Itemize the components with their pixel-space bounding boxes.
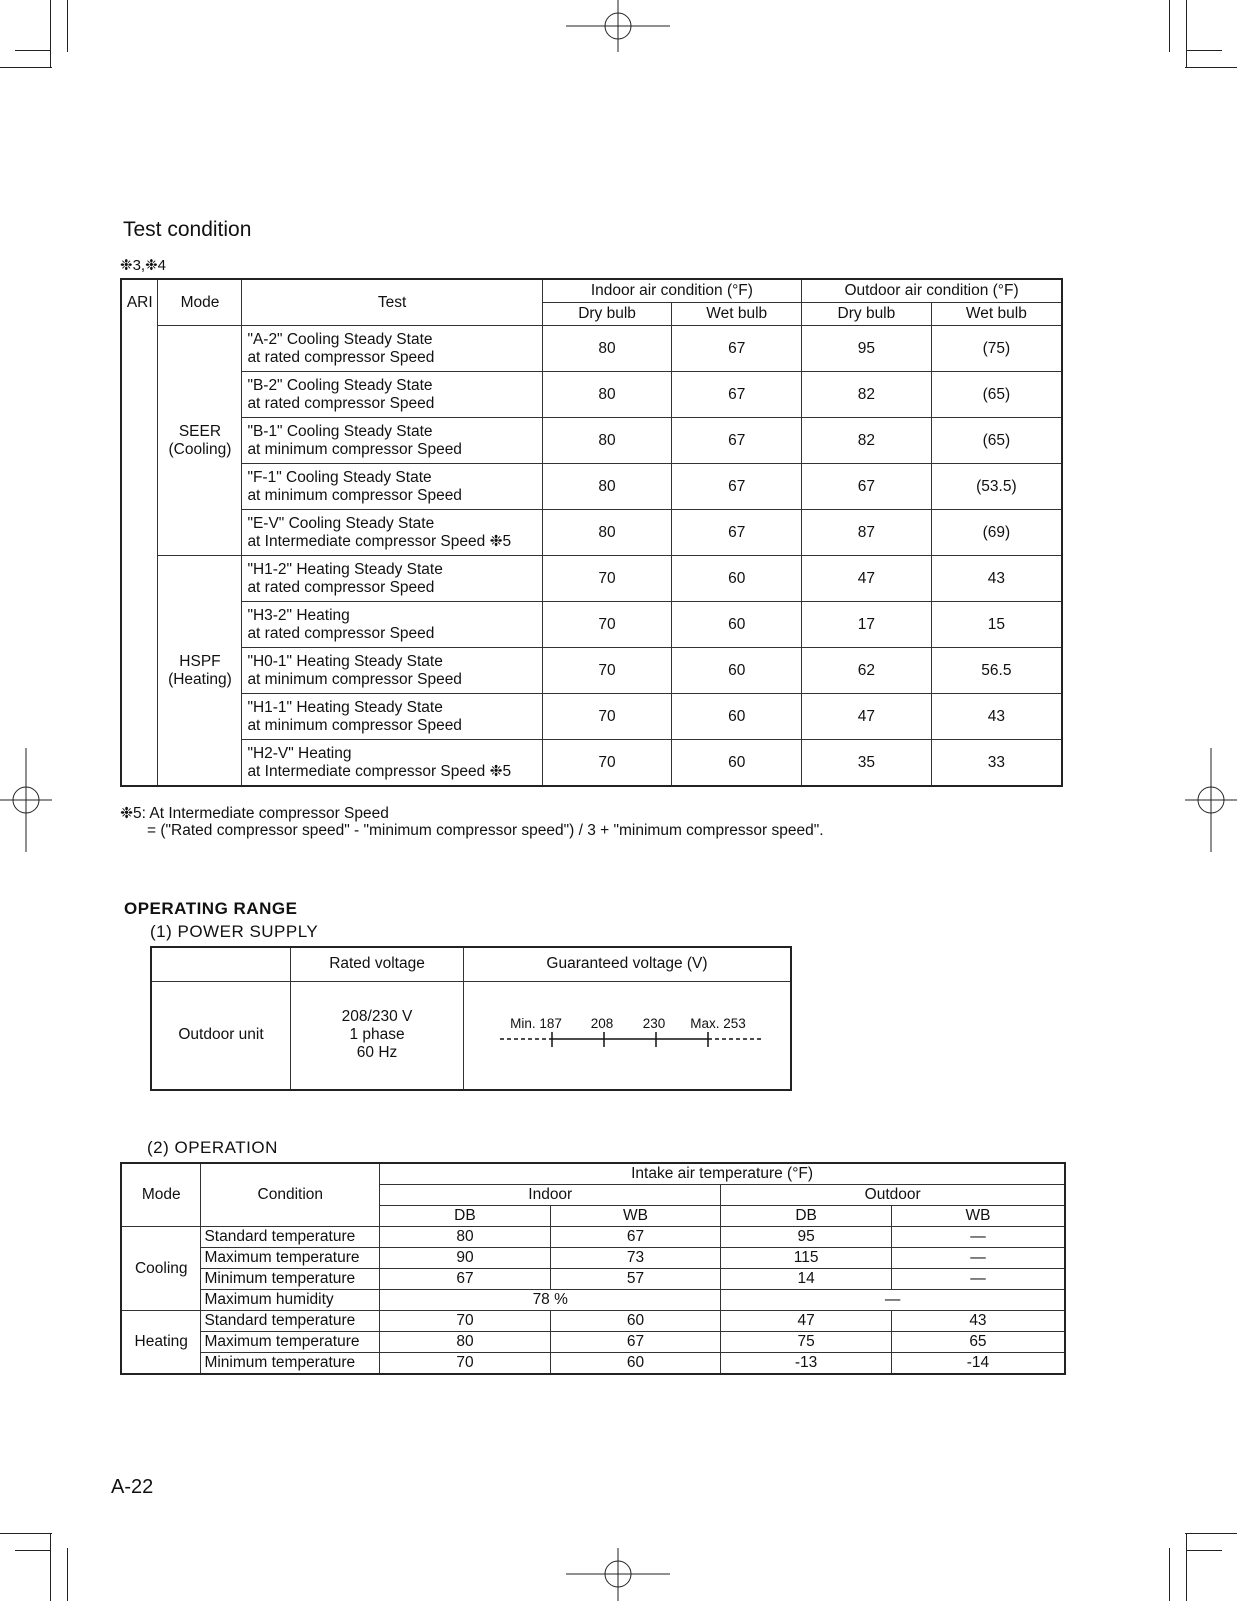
condition-header: Condition	[201, 1163, 380, 1227]
table-row	[121, 326, 1062, 372]
value-cell: 60	[672, 740, 802, 787]
test-cell: "H3-2" Heating at rated compressor Speed	[242, 602, 542, 648]
indoor-header: Indoor air condition (°F)	[542, 279, 801, 303]
value-cell: 78 %	[380, 1290, 721, 1311]
outdoor-header: Outdoor	[721, 1185, 1065, 1206]
condition-cell: Standard temperature	[201, 1227, 380, 1248]
value-cell: 43	[931, 694, 1062, 740]
outdoor-db-header: DB	[721, 1206, 892, 1227]
value-cell: 67	[672, 326, 802, 372]
value-cell: 47	[802, 556, 932, 602]
value-cell: 82	[802, 372, 932, 418]
value-cell: 95	[721, 1227, 892, 1248]
value-cell: 80	[380, 1332, 551, 1353]
table-row	[121, 1332, 1065, 1353]
value-cell: —	[891, 1269, 1065, 1290]
value-cell: 33	[931, 740, 1062, 787]
value-cell: 115	[721, 1248, 892, 1269]
value-cell: 62	[802, 648, 932, 694]
value-cell: 57	[550, 1269, 721, 1290]
value-cell: (53.5)	[931, 464, 1062, 510]
value-cell: 80	[380, 1227, 551, 1248]
value-cell: —	[891, 1248, 1065, 1269]
value-cell: 65	[891, 1332, 1065, 1353]
value-cell: 70	[380, 1353, 551, 1375]
value-cell: 47	[802, 694, 932, 740]
value-cell: 95	[802, 326, 932, 372]
scale-label-max: Max. 253	[690, 1015, 746, 1031]
operating-range-title: OPERATING RANGE	[124, 899, 298, 918]
value-cell: 60	[672, 648, 802, 694]
value-cell: 70	[542, 694, 672, 740]
value-cell: 82	[802, 418, 932, 464]
scale-label-230: 230	[642, 1015, 666, 1031]
mode-header: Mode	[121, 1163, 201, 1227]
value-cell: 73	[550, 1248, 721, 1269]
value-cell: 47	[721, 1311, 892, 1332]
value-cell: 67	[550, 1332, 721, 1353]
value-cell: 67	[672, 372, 802, 418]
table-row	[121, 602, 1062, 648]
operation-table	[120, 1162, 1066, 1375]
condition-cell: Minimum temperature	[201, 1353, 380, 1375]
value-cell: 70	[542, 648, 672, 694]
value-cell: (65)	[931, 418, 1062, 464]
value-cell: —	[721, 1290, 1065, 1311]
outdoor-wb-header: WB	[891, 1206, 1065, 1227]
table-row	[121, 1290, 1065, 1311]
guaranteed-voltage-header: Guaranteed voltage (V)	[463, 947, 791, 981]
table-row	[121, 1227, 1065, 1248]
test-condition-title: Test condition	[123, 218, 252, 241]
value-cell: 67	[380, 1269, 551, 1290]
test-cell: "H1-1" Heating Steady State at minimum compressor Speed	[242, 694, 542, 740]
condition-cell: Minimum temperature	[201, 1269, 380, 1290]
value-cell: 80	[542, 510, 672, 556]
condition-cell: Maximum temperature	[201, 1248, 380, 1269]
table-row	[121, 418, 1062, 464]
mode-heating: Heating	[121, 1311, 201, 1375]
table-row	[121, 1248, 1065, 1269]
indoor-wet-bulb-header: Wet bulb	[672, 303, 802, 326]
intake-header: Intake air temperature (°F)	[380, 1163, 1065, 1185]
empty-header	[151, 947, 291, 981]
voltage-scale	[463, 981, 791, 1090]
value-cell: (75)	[931, 326, 1062, 372]
value-cell: -14	[891, 1353, 1065, 1375]
test-cell: "A-2" Cooling Steady State at rated compressor Speed	[242, 326, 542, 372]
footnote-formula: = ("Rated compressor speed" - "minimum compressor speed") / 3 + "minimum compressor speed".	[147, 822, 824, 839]
table-row	[121, 510, 1062, 556]
outdoor-unit-label: Outdoor unit	[151, 981, 291, 1090]
table-row	[121, 1353, 1065, 1375]
voltage-scale-diagram	[464, 982, 790, 1089]
page-number: A-22	[111, 1476, 154, 1498]
value-cell: 60	[672, 694, 802, 740]
scale-label-min: Min. 187	[510, 1015, 562, 1031]
indoor-dry-bulb-header: Dry bulb	[542, 303, 672, 326]
rated-voltage-header: Rated voltage	[291, 947, 464, 981]
outdoor-wet-bulb-header: Wet bulb	[931, 303, 1062, 326]
test-condition-note: ❉3,❉4	[120, 257, 166, 274]
outdoor-dry-bulb-header: Dry bulb	[802, 303, 932, 326]
value-cell: 70	[542, 602, 672, 648]
condition-cell: Maximum humidity	[201, 1290, 380, 1311]
value-cell: 90	[380, 1248, 551, 1269]
table-row	[121, 1269, 1065, 1290]
test-cell: "B-1" Cooling Steady State at minimum compressor Speed	[242, 418, 542, 464]
value-cell: 43	[931, 556, 1062, 602]
value-cell: 60	[550, 1311, 721, 1332]
indoor-db-header: DB	[380, 1206, 551, 1227]
value-cell: -13	[721, 1353, 892, 1375]
value-cell: 14	[721, 1269, 892, 1290]
test-cell: "H0-1" Heating Steady State at minimum compressor Speed	[242, 648, 542, 694]
power-supply-title: (1) POWER SUPPLY	[150, 922, 319, 941]
value-cell: 80	[542, 326, 672, 372]
value-cell: 60	[672, 602, 802, 648]
rated-voltage-value: 208/230 V 1 phase 60 Hz	[291, 981, 464, 1090]
value-cell: 75	[721, 1332, 892, 1353]
test-cell: "F-1" Cooling Steady State at minimum compressor Speed	[242, 464, 542, 510]
table-row	[121, 740, 1062, 787]
value-cell: 67	[672, 510, 802, 556]
scale-label-208: 208	[590, 1015, 614, 1031]
test-cell: "E-V" Cooling Steady State at Intermediate compressor Speed ❉5	[242, 510, 542, 556]
value-cell: 60	[672, 556, 802, 602]
indoor-header: Indoor	[380, 1185, 721, 1206]
test-cell: "B-2" Cooling Steady State at rated compressor Speed	[242, 372, 542, 418]
test-condition-table	[120, 278, 1063, 787]
value-cell: 80	[542, 418, 672, 464]
table-row	[121, 464, 1062, 510]
power-supply-table	[150, 946, 792, 1091]
value-cell: 56.5	[931, 648, 1062, 694]
mode-seer: SEER (Cooling)	[158, 326, 242, 556]
condition-cell: Standard temperature	[201, 1311, 380, 1332]
table-row	[121, 556, 1062, 602]
outdoor-header: Outdoor air condition (°F)	[802, 279, 1062, 303]
mode-hspf: HSPF (Heating)	[158, 556, 242, 787]
table-row	[121, 648, 1062, 694]
mode-cooling: Cooling	[121, 1227, 201, 1311]
ari-header: ARI	[121, 279, 158, 786]
value-cell: 80	[542, 464, 672, 510]
value-cell: (69)	[931, 510, 1062, 556]
value-cell: 80	[542, 372, 672, 418]
table-row	[121, 372, 1062, 418]
value-cell: 43	[891, 1311, 1065, 1332]
footnote: ❉5: At Intermediate compressor Speed	[120, 805, 389, 822]
operation-title: (2) OPERATION	[147, 1138, 278, 1157]
table-row	[121, 1311, 1065, 1332]
value-cell: 67	[550, 1227, 721, 1248]
value-cell: —	[891, 1227, 1065, 1248]
test-header: Test	[242, 279, 542, 326]
value-cell: 70	[380, 1311, 551, 1332]
value-cell: 70	[542, 556, 672, 602]
condition-cell: Maximum temperature	[201, 1332, 380, 1353]
value-cell: (65)	[931, 372, 1062, 418]
value-cell: 17	[802, 602, 932, 648]
value-cell: 67	[672, 464, 802, 510]
mode-header: Mode	[158, 279, 242, 326]
indoor-wb-header: WB	[550, 1206, 721, 1227]
test-cell: "H2-V" Heating at Intermediate compressor Speed ❉5	[242, 740, 542, 787]
value-cell: 70	[542, 740, 672, 787]
test-cell: "H1-2" Heating Steady State at rated compressor Speed	[242, 556, 542, 602]
value-cell: 35	[802, 740, 932, 787]
value-cell: 67	[672, 418, 802, 464]
table-row	[121, 694, 1062, 740]
value-cell: 67	[802, 464, 932, 510]
value-cell: 87	[802, 510, 932, 556]
value-cell: 15	[931, 602, 1062, 648]
value-cell: 60	[550, 1353, 721, 1375]
